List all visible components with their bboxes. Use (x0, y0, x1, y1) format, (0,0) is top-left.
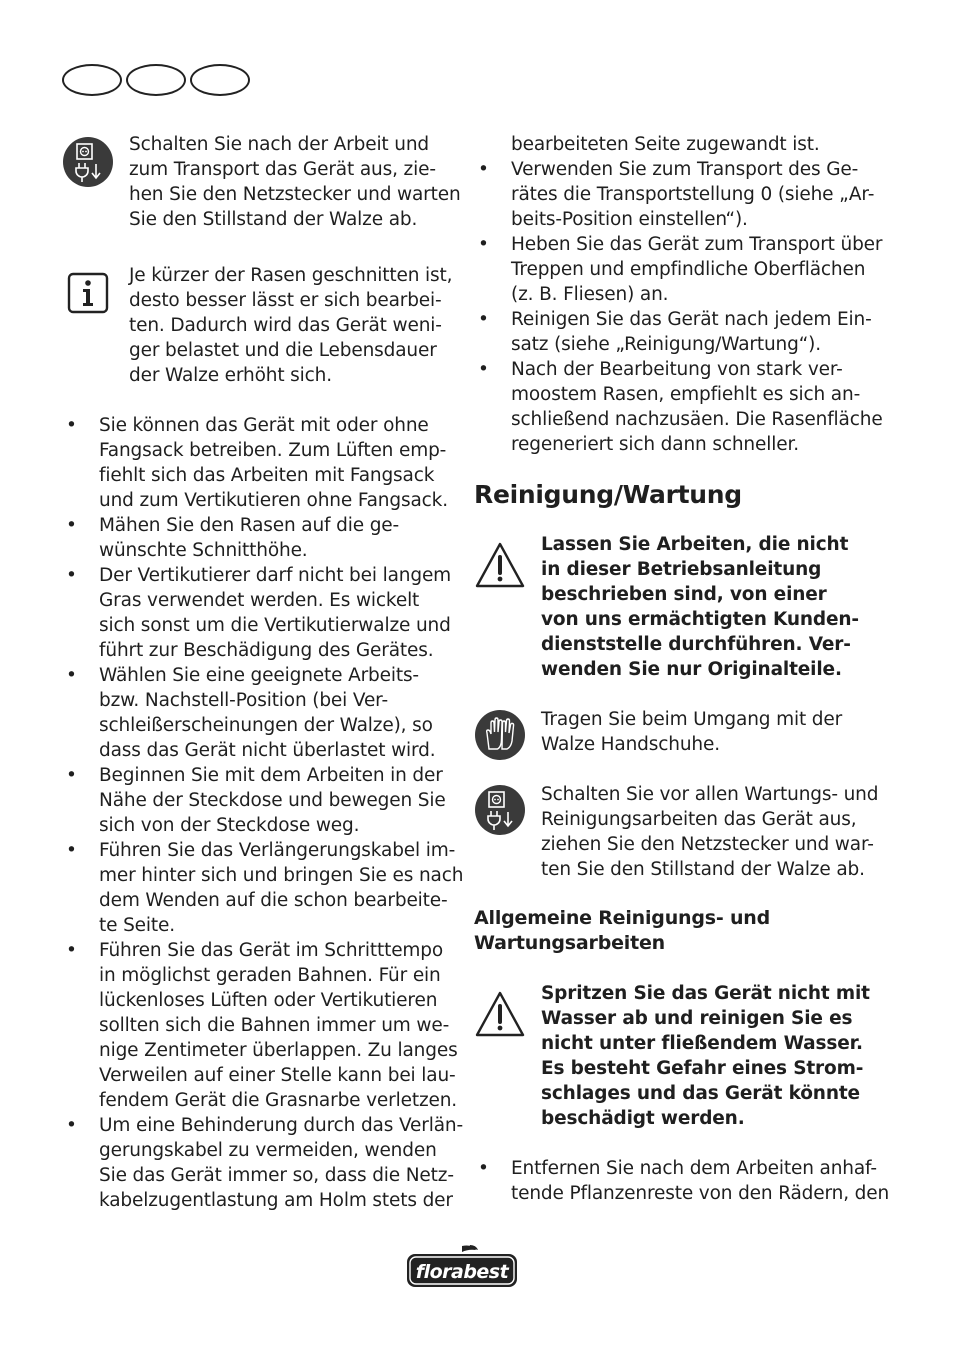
text-line: Walze Handschuhe. (541, 734, 720, 755)
language-oval-3 (190, 64, 250, 96)
bullet-dot: • (66, 1115, 77, 1136)
text-line: dass das Gerät nicht überlastet wird. (99, 740, 436, 761)
language-ovals (62, 64, 256, 98)
bullet-dot: • (478, 309, 489, 330)
text-line: dienststelle durchführen. Ver- (541, 634, 851, 655)
text-line: der Walze erhöht sich. (129, 365, 332, 386)
text-line: lückenloses Lüften oder Vertikutieren (99, 990, 438, 1011)
text-line: desto besser lässt er sich bearbei- (129, 290, 442, 311)
note-unplug-maintenance-text (541, 782, 884, 882)
text-line: Fangsack betreiben. Zum Lüften emp- (99, 440, 447, 461)
text-line: zum Transport das Gerät aus, zie- (129, 159, 436, 180)
note-unplug (62, 132, 462, 232)
text-line: Je kürzer der Rasen geschnitten ist, (129, 265, 453, 286)
unplug-icon (474, 784, 526, 836)
text-line: fendem Gerät die Grasnarbe verletzen. (99, 1090, 458, 1111)
text-line: Führen Sie das Gerät im Schritttempo (99, 940, 444, 961)
sub-heading (474, 906, 884, 956)
text-line: kabelzugentlastung am Holm stets der (99, 1190, 453, 1211)
warning-note-2 (474, 981, 884, 1131)
bullet-dot: • (66, 940, 77, 961)
text-line: sich sonst um die Vertikutierwalze und (99, 615, 451, 636)
text-line: Wählen Sie eine geeignete Arbeits- (99, 665, 419, 686)
warning-triangle-icon (474, 540, 526, 592)
text-line: wünschte Schnitthöhe. (99, 540, 308, 561)
text-line: rätes die Transportstellung 0 (siehe „Ar- (511, 184, 875, 205)
sub-heading-line: Allgemeine Reinigungs- und (474, 907, 771, 929)
text-line: mer hinter sich und bringen Sie es nach (99, 865, 464, 886)
left-bullet-list (62, 413, 462, 1213)
bullet-dot: • (478, 159, 489, 180)
text-line: Sie den Stillstand der Walze ab. (129, 209, 418, 230)
text-line: Verwenden Sie zum Transport des Ge- (511, 159, 859, 180)
note-unplug-maintenance (474, 782, 884, 882)
text-line: ten Sie den Stillstand der Walze ab. (541, 859, 865, 880)
bullet-dot: • (66, 565, 77, 586)
note-info-text (129, 263, 462, 388)
right-bullet-list (474, 132, 884, 457)
text-line: in dieser Betriebsanleitung (541, 559, 822, 580)
text-line: ziehen Sie den Netzstecker und war- (541, 834, 874, 855)
language-oval-1 (62, 64, 122, 96)
text-line: schließend nachzusäen. Die Rasenfläche (511, 409, 883, 430)
bullet-dot: • (66, 765, 77, 786)
text-line: gerungskabel zu vermeiden, wenden (99, 1140, 437, 1161)
bullet-dot: • (478, 234, 489, 255)
text-line: hen Sie den Netzstecker und warten (129, 184, 461, 205)
text-line: bearbeiteten Seite zugewandt ist. (511, 134, 820, 155)
text-line: und zum Vertikutieren ohne Fangsack. (99, 490, 448, 511)
list-item (62, 938, 462, 1113)
language-oval-2 (126, 64, 186, 96)
text-line: te Seite. (99, 915, 175, 936)
warning-triangle-icon (474, 989, 526, 1041)
list-item (62, 413, 462, 513)
section-heading: Reinigung/Wartung (474, 480, 742, 509)
text-line: Nähe der Steckdose und bewegen Sie (99, 790, 446, 811)
logo-text: florabest (415, 1261, 509, 1283)
text-line: Gras verwendet werden. Es wickelt (99, 590, 420, 611)
list-item-continuation (474, 132, 884, 157)
text-line: Entfernen Sie nach dem Arbeiten anhaf- (511, 1158, 877, 1179)
list-item (62, 1113, 462, 1213)
list-item (62, 838, 462, 938)
text-line: schlages und das Gerät könnte (541, 1083, 860, 1104)
left-column (62, 132, 462, 1213)
list-item (474, 157, 884, 232)
list-item (62, 563, 462, 663)
list-item (62, 663, 462, 763)
warning-note-1-text (541, 532, 884, 682)
list-item (474, 232, 884, 307)
text-line: nicht unter fließendem Wasser. (541, 1033, 863, 1054)
bullet-dot: • (66, 665, 77, 686)
bullet-dot: • (66, 515, 77, 536)
text-line: schleißerscheinungen der Walze), so (99, 715, 433, 736)
warning-note-2-text (541, 981, 884, 1131)
text-line: nige Zentimeter überlappen. Zu langes (99, 1040, 458, 1061)
info-icon (62, 267, 114, 319)
text-line: Es besteht Gefahr eines Strom- (541, 1058, 864, 1079)
text-line: sollten sich die Bahnen immer um we- (99, 1015, 450, 1036)
right-column (474, 132, 890, 1206)
text-line: Schalten Sie vor allen Wartungs- und (541, 784, 879, 805)
bullet-dot: • (478, 359, 489, 380)
text-line: sich von der Steckdose weg. (99, 815, 360, 836)
text-line: Lassen Sie Arbeiten, die nicht (541, 534, 849, 555)
text-line: Mähen Sie den Rasen auf die ge- (99, 515, 400, 536)
text-line: Der Vertikutierer darf nicht bei langem (99, 565, 452, 586)
note-gloves (474, 707, 884, 757)
text-line: von uns ermächtigten Kunden- (541, 609, 859, 630)
text-line: Sie können das Gerät mit oder ohne (99, 415, 429, 436)
text-line: ten. Dadurch wird das Gerät weni- (129, 315, 442, 336)
text-line: beschrieben sind, von einer (541, 584, 827, 605)
bullet-dot: • (478, 1158, 489, 1179)
text-line: Um eine Behinderung durch das Verlän- (99, 1115, 463, 1136)
text-line: regeneriert sich dann schneller. (511, 434, 799, 455)
list-item (62, 763, 462, 838)
note-gloves-text (541, 707, 884, 757)
text-line: Spritzen Sie das Gerät nicht mit (541, 983, 870, 1004)
gloves-icon (474, 709, 526, 761)
list-item (474, 1156, 890, 1206)
right-bullet-list-2 (474, 1156, 890, 1206)
text-line: in möglichst geraden Bahnen. Für ein (99, 965, 441, 986)
text-line: Treppen und empfindliche Oberflächen (511, 259, 866, 280)
bullet-dot: • (66, 840, 77, 861)
text-line: Sie das Gerät immer so, dass die Netz- (99, 1165, 454, 1186)
text-line: beschädigt werden. (541, 1108, 745, 1129)
text-line: Führen Sie das Verlängerungskabel im- (99, 840, 456, 861)
text-line: bzw. Nachstell-Position (bei Ver- (99, 690, 388, 711)
bullet-dot: • (66, 415, 77, 436)
text-line: Reinigungsarbeiten das Gerät aus, (541, 809, 857, 830)
list-item (62, 513, 462, 563)
florabest-logo (404, 1244, 520, 1290)
text-line: Verweilen auf einer Stelle kann bei lau- (99, 1065, 456, 1086)
unplug-icon (62, 136, 114, 188)
text-line: Reinigen Sie das Gerät nach jedem Ein- (511, 309, 872, 330)
text-line: wenden Sie nur Originalteile. (541, 659, 842, 680)
text-line: Tragen Sie beim Umgang mit der (541, 709, 843, 730)
text-line: Schalten Sie nach der Arbeit und (129, 134, 430, 155)
text-line: ger belastet und die Lebensdauer (129, 340, 437, 361)
sub-heading-line: Wartungsarbeiten (474, 932, 666, 954)
list-item (474, 307, 884, 357)
text-line: satz (siehe „Reinigung/Wartung“). (511, 334, 821, 355)
text-line: Heben Sie das Gerät zum Transport über (511, 234, 883, 255)
text-line: fiehlt sich das Arbeiten mit Fangsack (99, 465, 435, 486)
note-info (62, 263, 462, 388)
text-line: beits-Position einstellen“). (511, 209, 748, 230)
text-line: (z. B. Fliesen) an. (511, 284, 669, 305)
text-line: Nach der Bearbeitung von stark ver- (511, 359, 843, 380)
warning-note-1 (474, 532, 884, 682)
text-line: führt zur Beschädigung des Gerätes. (99, 640, 434, 661)
text-line: moostem Rasen, empfiehlt es sich an- (511, 384, 861, 405)
text-line: Wasser ab und reinigen Sie es (541, 1008, 853, 1029)
text-line: dem Wenden auf die schon bearbeite- (99, 890, 448, 911)
text-line: tende Pflanzenreste von den Rädern, den (511, 1183, 890, 1204)
text-line: Beginnen Sie mit dem Arbeiten in der (99, 765, 443, 786)
note-unplug-text (129, 132, 462, 232)
list-item (474, 357, 884, 457)
